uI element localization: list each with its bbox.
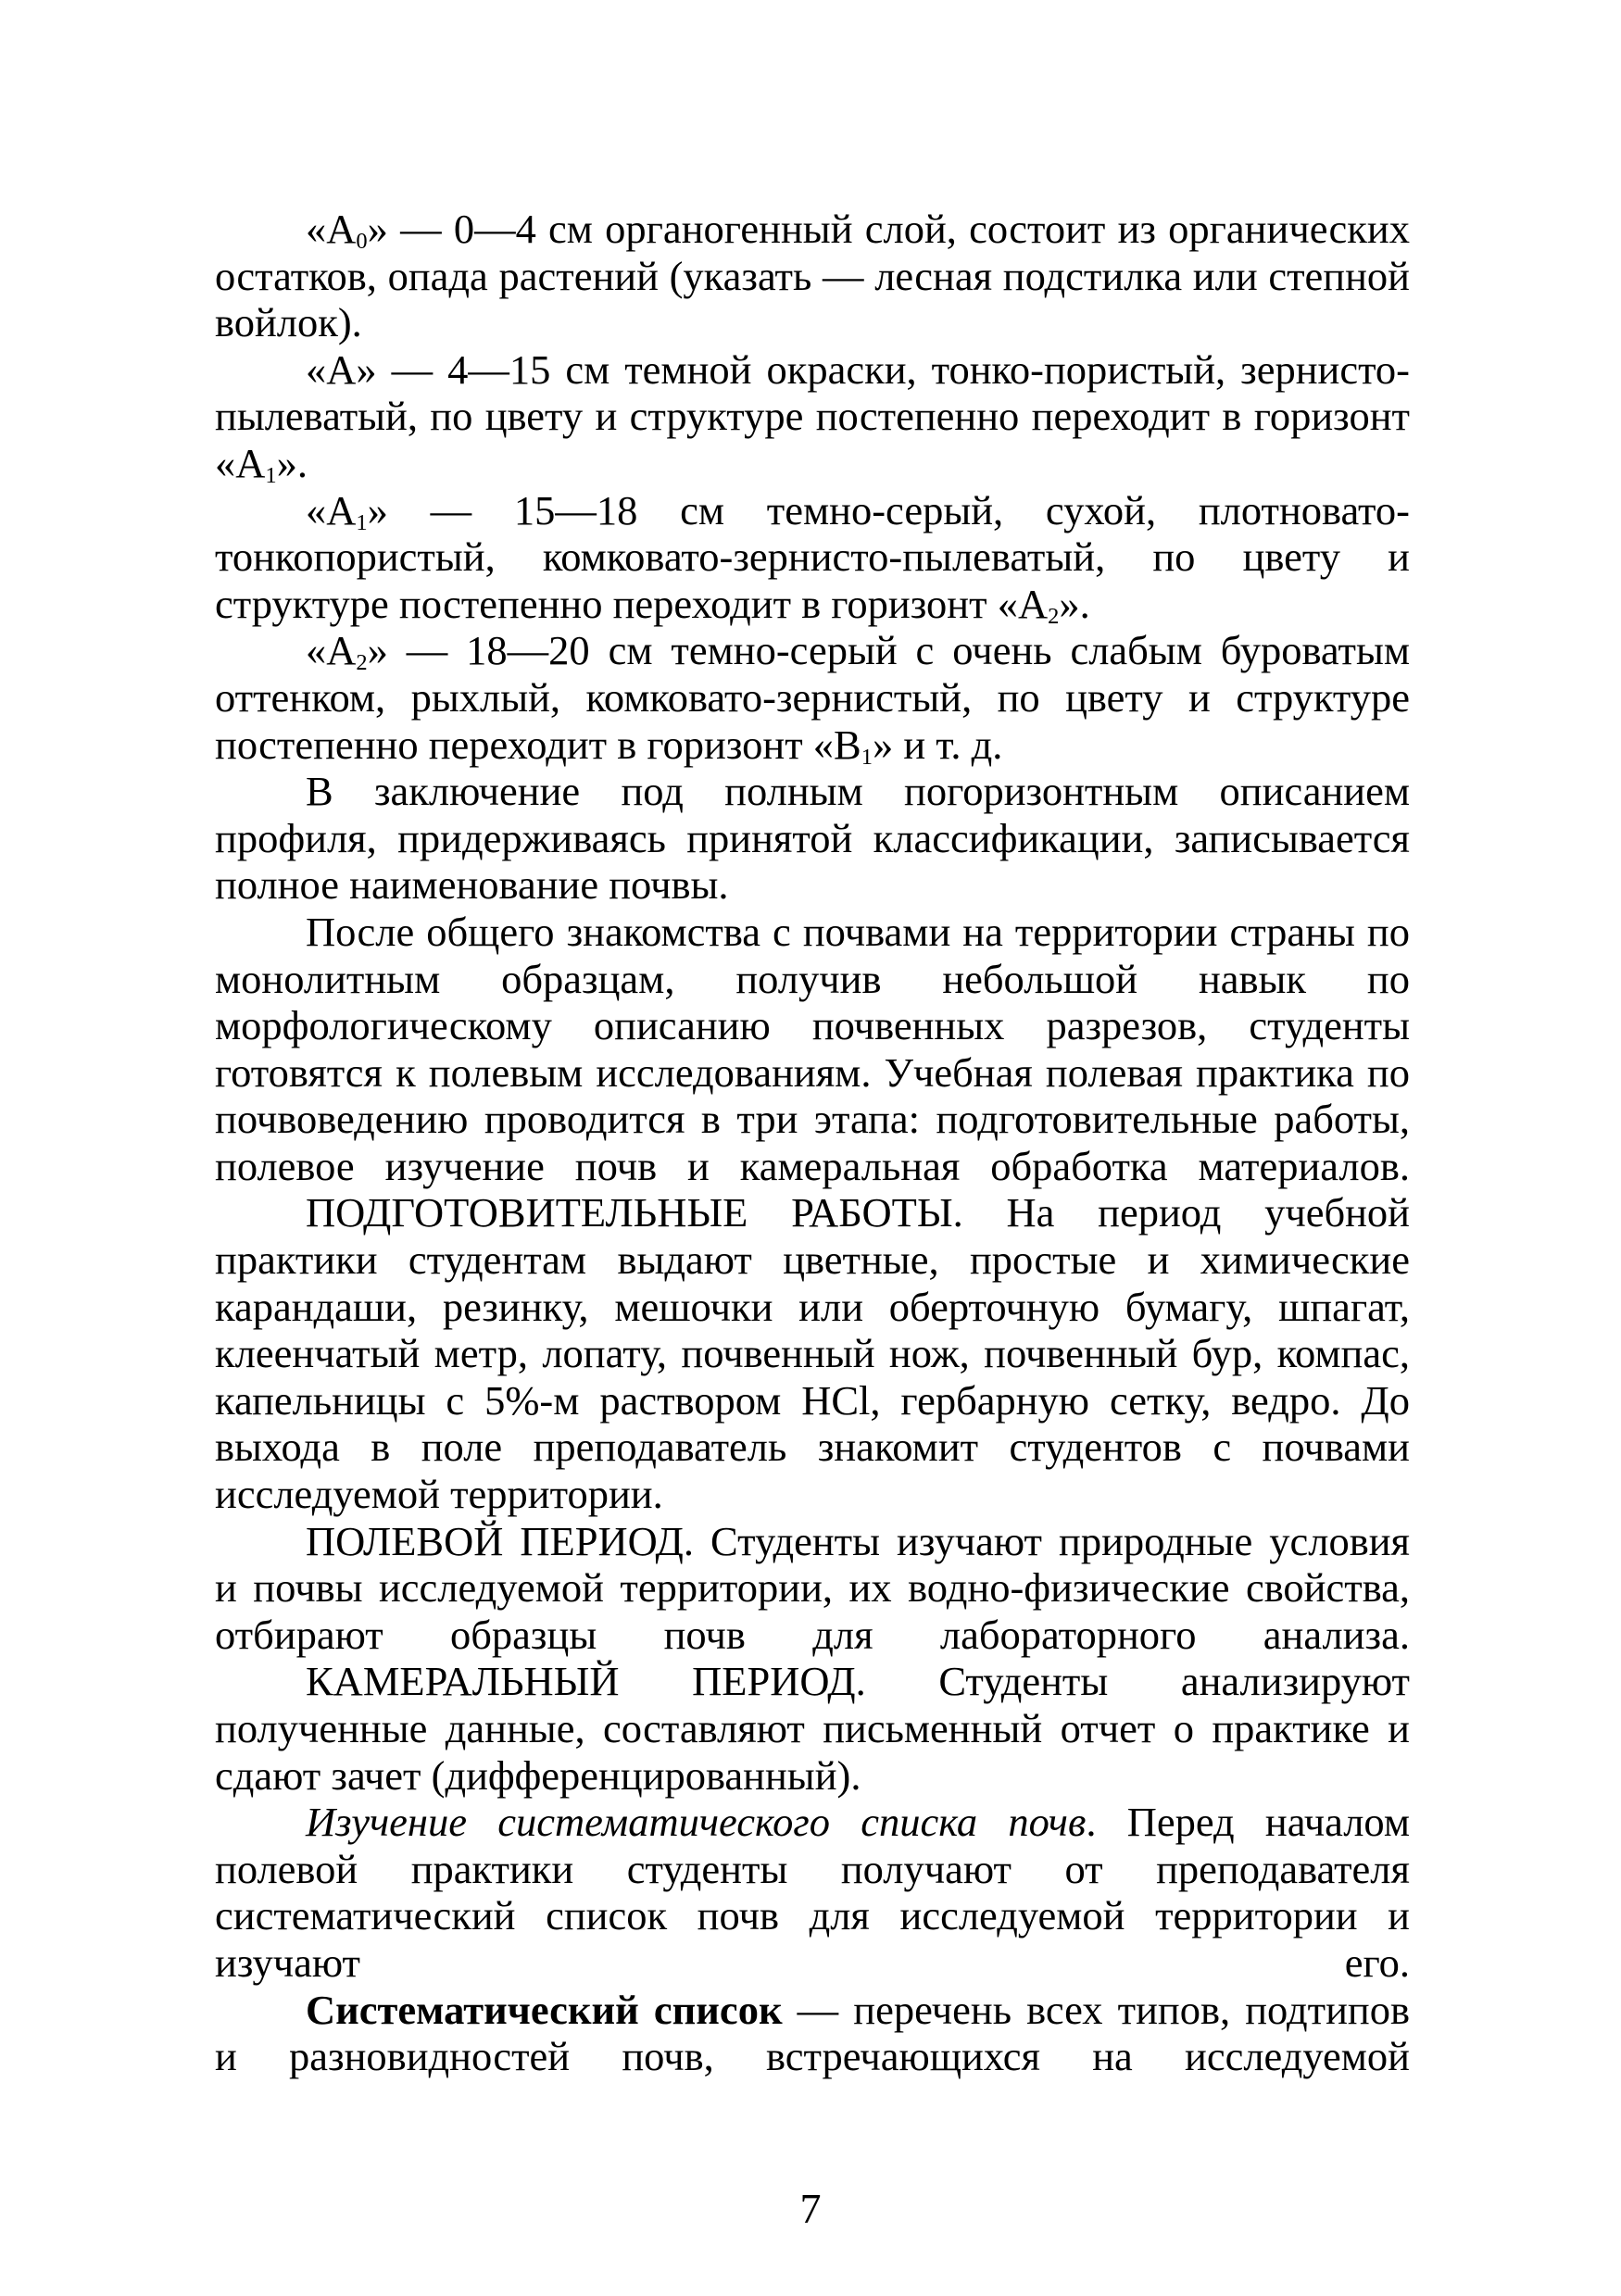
paragraph-horizon-a1 bbox=[215, 487, 1410, 628]
text-span: «А bbox=[306, 206, 357, 252]
paragraph-field-period: ПОЛЕВОЙ ПЕРИОД. Студенты изучают природные условия и почвы исследуемой территории, их водно-физические свойства, отбирают образцы почв для лабораторного анализа. bbox=[215, 1517, 1410, 1658]
subscript: 1 bbox=[265, 463, 277, 489]
paragraph-horizon-a2 bbox=[215, 627, 1410, 768]
text-span: . Перед началом полевой практики студенты получают от преподавателя систематический список почв для исследуемой территории и изучают его. bbox=[215, 1799, 1410, 1986]
text-span: » — 15—18 см темно-серый, сухой, плотновато-тонкопористый, комковато-зернисто-пылеватый, по цвету и структуре постепенно переходит в горизонт «А bbox=[215, 486, 1410, 627]
body-text bbox=[215, 206, 1410, 2080]
text-span: ». bbox=[276, 439, 308, 486]
subscript: 1 bbox=[861, 744, 873, 770]
text-span: «А bbox=[306, 627, 357, 674]
paragraph-office-period: КАМЕРАЛЬНЫЙ ПЕРИОД. Студенты анализируют полученные данные, составляют письменный отчет о практике и сдают зачет (дифференцированный). bbox=[215, 1658, 1410, 1799]
subscript: 2 bbox=[1048, 603, 1060, 629]
paragraph-practice-intro: После общего знакомства с почвами на территории страны по монолитным образцам, получив небольшой навык по морфологическому описанию почвенных разрезов, студенты готовятся к полевым исследованиям. Учебная полевая практика по почвоведению проводится в три этапа: подготовительные работы, полевое изучение почв и камеральная обработка материалов. bbox=[215, 908, 1410, 1189]
paragraph-systematic-list-definition bbox=[215, 1987, 1410, 2080]
text-span: » — 0—4 см органогенный слой, состоит из органических остатков, опада растений (указать — лесная подстилка или степной войлок). bbox=[215, 206, 1410, 346]
subscript: 1 bbox=[356, 509, 368, 535]
text-span: Изучение систематического списка почв bbox=[306, 1799, 1087, 1846]
text-span: «А bbox=[306, 486, 357, 533]
text-span: «А» — 4—15 см темной окраски, тонко-пористый, зернисто-пылеватый, по цвету и структуре постепенно переходит в горизонт «А bbox=[215, 345, 1410, 486]
subscript: 2 bbox=[356, 650, 368, 676]
text-span: » и т. д. bbox=[872, 721, 1003, 768]
text-span: ». bbox=[1059, 580, 1090, 627]
text-span: — перечень всех типов, подтипов и разновидностей почв, встречающихся на исследуемой bbox=[215, 1986, 1410, 2080]
paragraph-conclusion: В заключение под полным погоризонтным описанием профиля, придерживаясь принятой классификации, записывается полное наименование почвы. bbox=[215, 768, 1410, 909]
paragraph-horizon-a0 bbox=[215, 206, 1410, 346]
text-span: Систематический список bbox=[306, 1986, 783, 2033]
paragraph-systematic-list-study bbox=[215, 1799, 1410, 1986]
subscript: 0 bbox=[356, 229, 368, 255]
text-span: » — 18—20 см темно-серый с очень слабым буроватым оттенком, рыхлый, комковато-зернистый, по цвету и структуре постепенно переходит в горизонт «В bbox=[215, 627, 1410, 768]
page-number: 7 bbox=[799, 2185, 822, 2232]
paragraph-preparatory-works: ПОДГОТОВИТЕЛЬНЫЕ РАБОТЫ. На период учебной практики студентам выдают цветные, простые и химические карандаши, резинку, мешочки или оберточную бумагу, шпагат, клеенчатый метр, лопату, почвенный нож, почвенный бур, компас, капельницы с 5%-м раствором HCl, гербарную сетку, ведро. До выхода в поле преподаватель знакомит студентов с почвами исследуемой территории. bbox=[215, 1189, 1410, 1518]
paragraph-horizon-a bbox=[215, 346, 1410, 487]
